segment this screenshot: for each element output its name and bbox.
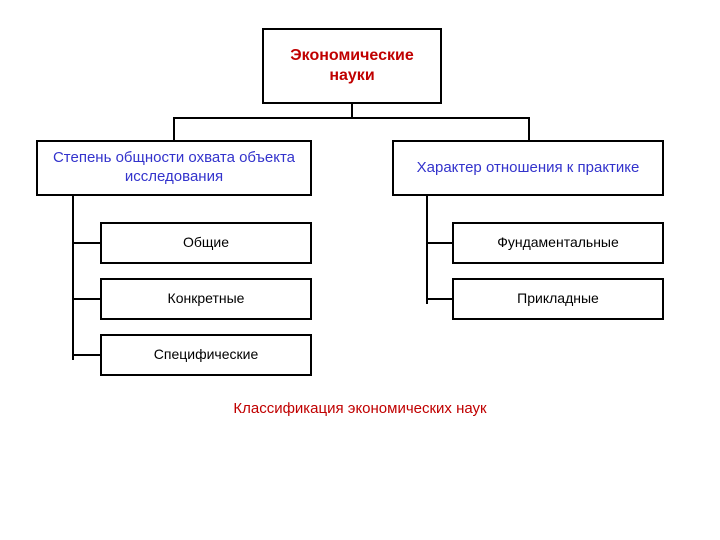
node-leaf-applied	[452, 278, 664, 320]
connector-left-spine	[72, 196, 74, 360]
node-leaf-concrete	[100, 278, 312, 320]
node-leaf-specific	[100, 334, 312, 376]
connector-right-leaf-2	[426, 298, 454, 300]
connector-right-spine	[426, 196, 428, 304]
connector-root-to-right-branch	[528, 117, 530, 140]
node-leaf-general	[100, 222, 312, 264]
connector-left-branch-drop	[72, 196, 74, 198]
diagram-caption: Классификация экономических наук	[233, 400, 487, 417]
node-branch-left-label: Степень общности охвата объекта исследования	[52, 149, 296, 185]
connector-root-to-left-branch	[173, 117, 175, 140]
node-root	[262, 28, 442, 104]
node-leaf-concrete-label: Конкретные	[167, 290, 245, 307]
node-leaf-fundamental	[452, 222, 664, 264]
connector-left-leaf-1	[72, 242, 102, 244]
node-leaf-specific-label: Специфические	[153, 346, 259, 363]
node-branch-right	[392, 140, 664, 196]
node-leaf-general-label: Общие	[182, 234, 230, 251]
connector-root-horizontal	[173, 117, 529, 119]
connector-right-leaf-1	[426, 242, 454, 244]
node-leaf-applied-label: Прикладные	[517, 290, 599, 307]
connector-left-leaf-2	[72, 298, 102, 300]
node-branch-left	[36, 140, 312, 196]
connector-root-stem	[351, 104, 353, 118]
node-leaf-fundamental-label: Фундаментальные	[497, 234, 619, 251]
node-branch-right-label: Характер отношения к практике	[416, 158, 640, 176]
connector-left-leaf-3	[72, 354, 102, 356]
node-root-label: Экономические науки	[290, 47, 414, 84]
